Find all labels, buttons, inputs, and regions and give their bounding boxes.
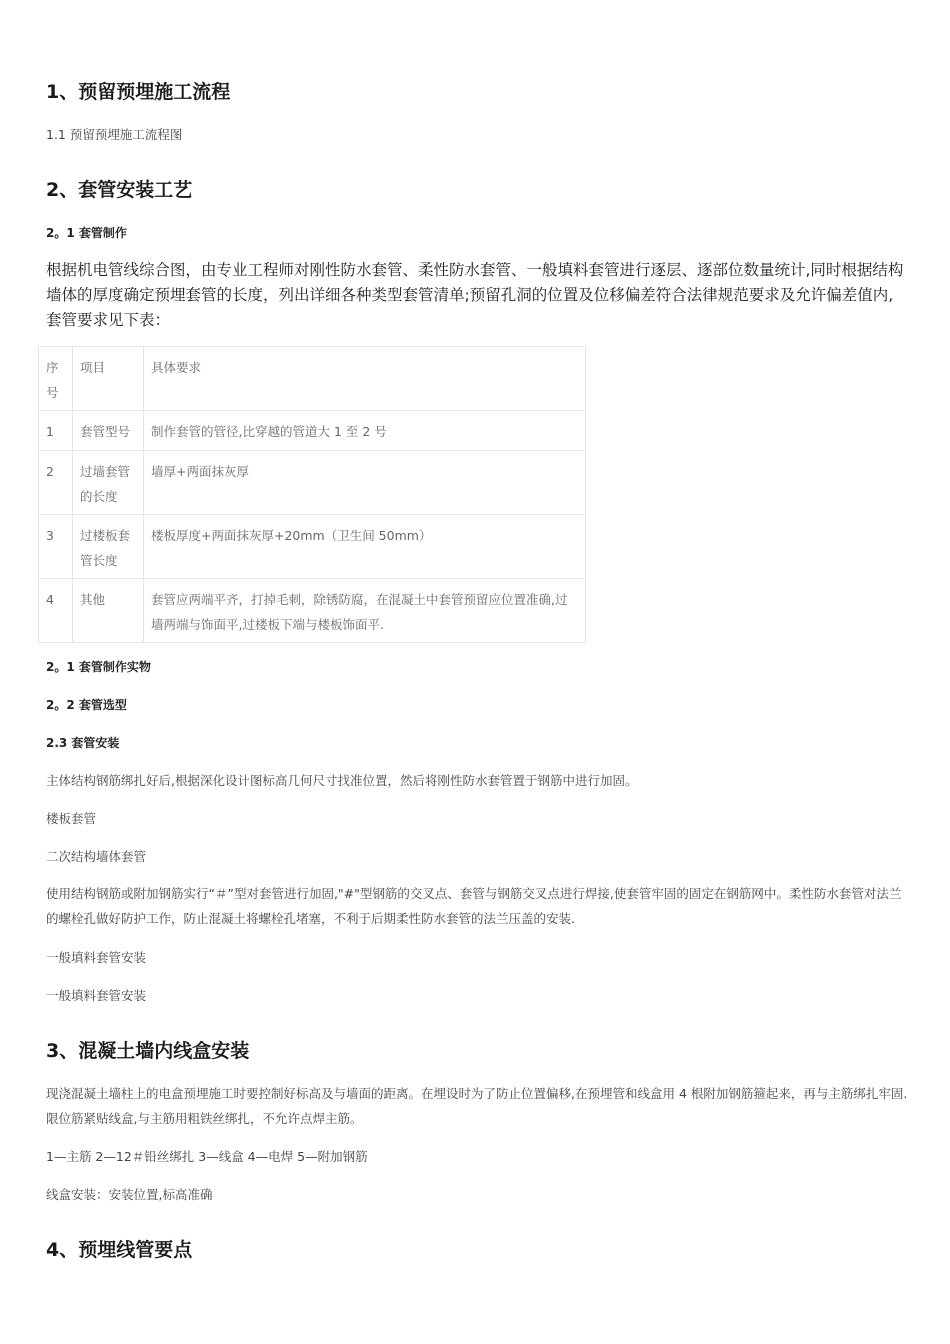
subheading-2-1: 2。1 套管制作 xyxy=(46,226,127,240)
table-cell: 过墙套管的长度 xyxy=(73,451,144,515)
table-cell: 制作套管的管径,比穿越的管道大 1 至 2 号 xyxy=(144,411,586,451)
paragraph-secondary-wall-sleeve: 二次结构墙体套管 xyxy=(46,849,147,864)
paragraph-general-filler-sleeve-2: 一般填料套管安装 xyxy=(46,988,147,1003)
table-cell: 1 xyxy=(39,411,73,451)
paragraph-reinforcement-method: 使用结构钢筋或附加钢筋实行“＃”型对套管进行加固,"#"型钢筋的交叉点、套管与钢筋交叉点进行焊接,使套管牢固的固定在钢筋网中。柔性防水套管对法兰的螺栓孔做好防护工作，防止混凝土将螺栓孔堵塞，不利于后期柔性防水套管的法兰压盖的安装. xyxy=(46,886,902,926)
paragraph-general-filler-sleeve: 一般填料套管安装 xyxy=(46,950,147,965)
section-4-heading: 4、预埋线管要点 xyxy=(46,1239,193,1261)
section-2-heading: 2、套管安装工艺 xyxy=(46,179,193,201)
table-cell: 2 xyxy=(39,451,73,515)
section-1-heading: 1、预留预埋施工流程 xyxy=(46,81,231,103)
table-cell: 其他 xyxy=(73,579,144,643)
table-cell: 套管型号 xyxy=(73,411,144,451)
table-row xyxy=(39,515,586,579)
table-cell: 3 xyxy=(39,515,73,579)
table-header-cell: 项目 xyxy=(73,347,144,411)
section-3-heading: 3、混凝土墙内线盒安装 xyxy=(46,1040,250,1062)
paragraph-junction-box-embedding: 现浇混凝土墙柱上的电盒预埋施工时要控制好标高及与墙面的距离。在埋设时为了防止位置偏移,在预埋管和线盒用 4 根附加钢筋箍起来，再与主筋绑扎牢固.限位筋紧贴线盒,与主筋用粗铁丝绑扎，不允许点焊主筋。 xyxy=(46,1086,908,1126)
table-cell: 过楼板套管长度 xyxy=(73,515,144,579)
table-row xyxy=(39,411,586,451)
subheading-2-2: 2。2 套管选型 xyxy=(46,698,127,712)
table-cell: 墙厚+两面抹灰厚 xyxy=(144,451,586,515)
table-header-cell: 具体要求 xyxy=(144,347,586,411)
section-2-intro-paragraph: 根据机电管线综合图，由专业工程师对刚性防水套管、柔性防水套管、一般填料套管进行逐层、逐部位数量统计,同时根据结构墙体的厚度确定预埋套管的长度，列出详细各种类型套管清单;预留孔洞的位置及位移偏差符合法律规范要求及允许偏差值内,套管要求见下表： xyxy=(46,261,904,329)
table-row xyxy=(39,451,586,515)
paragraph-floor-sleeve: 楼板套管 xyxy=(46,811,97,826)
sleeve-requirements-table xyxy=(38,346,586,643)
table-cell: 楼板厚度+两面抹灰厚+20mm（卫生间 50mm） xyxy=(144,515,586,579)
table-cell: 套管应两端平齐，打掉毛刺，除锈防腐，在混凝土中套管预留应位置准确,过墙两端与饰面平,过楼板下端与楼板饰面平. xyxy=(144,579,586,643)
table-header-row xyxy=(39,347,586,411)
subheading-2-3: 2.3 套管安装 xyxy=(46,736,120,750)
table-cell: 4 xyxy=(39,579,73,643)
table-header-cell: 序号 xyxy=(39,347,73,411)
table-row xyxy=(39,579,586,643)
paragraph-legend-numbering: 1—主筋 2—12＃铅丝绑扎 3—线盒 4—电焊 5—附加钢筋 xyxy=(46,1149,368,1164)
paragraph-box-installation: 线盒安装：安装位置,标高准确 xyxy=(46,1187,213,1202)
section-1-1-text: 1.1 预留预埋施工流程图 xyxy=(46,127,183,142)
subheading-2-1-physical: 2。1 套管制作实物 xyxy=(46,660,151,674)
paragraph-rebar-fixing: 主体结构钢筋绑扎好后,根据深化设计图标高几何尺寸找准位置，然后将刚性防水套管置于钢筋中进行加固。 xyxy=(46,773,638,788)
